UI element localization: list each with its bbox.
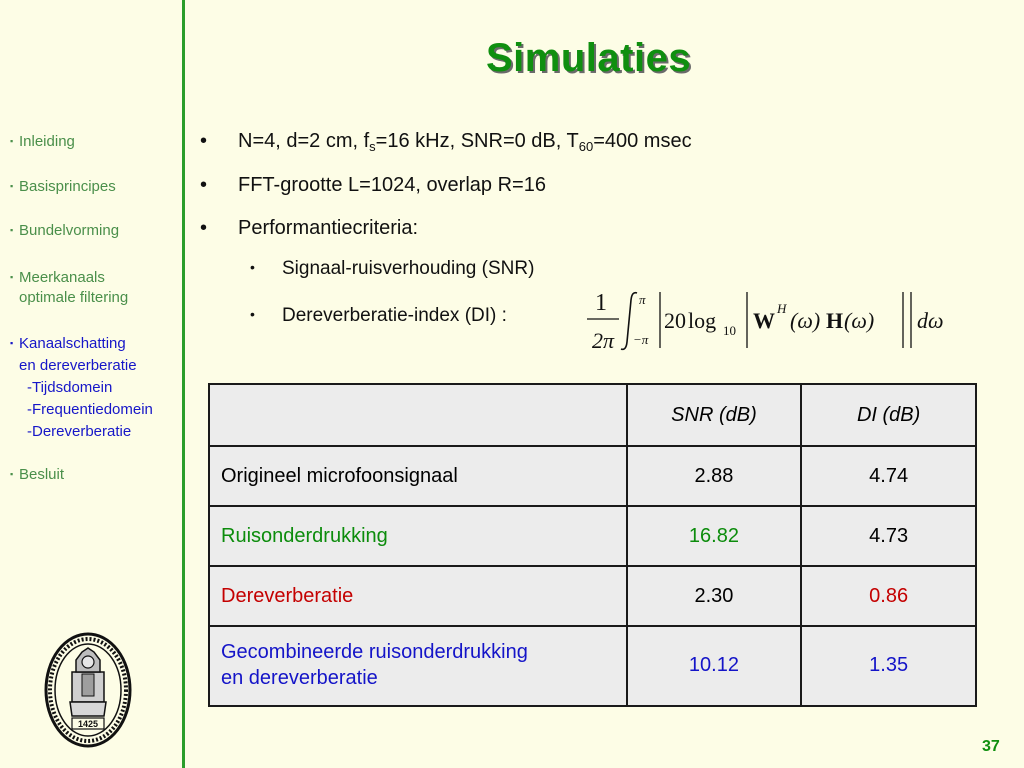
formula-upper-limit: π (639, 292, 646, 307)
sidebar-item-label: Besluit (19, 466, 65, 483)
sidebar-item-label: Bundelvorming (19, 222, 120, 239)
formula-log: log (688, 308, 717, 333)
bullet-icon: ▪ (10, 225, 14, 235)
table-header-empty (209, 384, 627, 446)
table-header-row (209, 384, 976, 446)
bullet-criteria: • Performantiecriteria: (200, 217, 419, 239)
bullet-icon: ▪ (10, 272, 14, 282)
cell-snr: 2.30 (627, 566, 802, 626)
table-row (209, 446, 976, 506)
results-table (208, 383, 977, 707)
row-label-gecombineerde: Gecombineerde ruisonderdrukking en dereverberatie (209, 626, 627, 706)
di-formula (582, 286, 957, 356)
bullet-icon: ▪ (10, 469, 14, 479)
row-label-dereverberatie: Dereverberatie (209, 566, 627, 626)
sidebar-item-kanaalschatting[interactable] (10, 332, 153, 443)
sidebar-item-label: Meerkanaals (19, 269, 105, 286)
bullet-icon: ▪ (10, 338, 14, 348)
sidebar-item-label: Inleiding (19, 133, 75, 150)
cell-di: 1.35 (801, 626, 976, 706)
row-label-origineel: Origineel microfoonsignaal (209, 446, 627, 506)
sidebar-item-label-line2: en dereverberatie (19, 357, 137, 374)
bullet-icon: ▪ (10, 136, 14, 146)
formula-denominator: 2π (591, 328, 615, 353)
cell-snr: 2.88 (627, 446, 802, 506)
bullet-icon: • (200, 217, 208, 239)
page-number: 37 (982, 738, 1000, 755)
sub-bullet-snr: • Signaal-ruisverhouding (SNR) (250, 258, 535, 279)
cell-di: 0.86 (801, 566, 976, 626)
sidebar-subitem-dereverberatie[interactable]: -Dereverberatie (27, 423, 132, 440)
formula-domega: dω (917, 308, 944, 333)
bullet-icon: • (200, 130, 208, 152)
slide-title: Simulaties (486, 36, 692, 80)
bullet-icon: • (200, 174, 208, 196)
sidebar-item-label: Basisprincipes (19, 178, 116, 195)
bullet-fft: • FFT-grootte L=1024, overlap R=16 (200, 174, 546, 196)
sidebar-item-label-line2: optimale filtering (19, 289, 129, 306)
table-row (209, 626, 976, 706)
sidebar-item-label: Kanaalschatting (19, 335, 126, 352)
formula-omega-2: (ω) (844, 308, 875, 333)
bullet-parameters: • N=4, d=2 cm, $f_s=16$ kHz, SNR=0 dB, $T_{60}=400$ msec (200, 130, 692, 154)
formula-omega-1: (ω) (790, 308, 821, 333)
table-header-snr: SNR (dB) (627, 384, 802, 446)
sidebar-subitem-frequentiedomein[interactable]: -Frequentiedomein (27, 401, 153, 418)
table-row (209, 506, 976, 566)
sidebar-item-meerkanaals[interactable] (10, 267, 128, 308)
sub-bullet-di: • Dereverberatie-index (DI) : (250, 305, 507, 326)
formula-coefficient: 20 (664, 308, 686, 333)
sidebar-subitem-tijdsdomein[interactable]: -Tijdsdomein (27, 379, 113, 396)
sidebar-item-besluit[interactable] (10, 466, 64, 483)
formula-W-superscript: H (777, 301, 787, 316)
cell-snr: 16.82 (627, 506, 802, 566)
table-header-di: DI (dB) (801, 384, 976, 446)
bullet-icon: ▪ (10, 181, 14, 191)
sidebar-item-inleiding[interactable] (10, 133, 75, 150)
formula-lower-limit: −π (633, 332, 649, 347)
cell-di: 4.73 (801, 506, 976, 566)
formula-H: H (826, 308, 844, 333)
formula-W: W (753, 308, 775, 333)
formula-log-base: 10 (723, 323, 736, 338)
cell-di: 4.74 (801, 446, 976, 506)
university-seal-logo (42, 630, 134, 750)
formula-numerator: 1 (595, 290, 607, 316)
bullet-icon: • (250, 259, 255, 275)
cell-snr: 10.12 (627, 626, 802, 706)
bullet-icon: • (250, 306, 255, 322)
sidebar-item-basisprincipes[interactable] (10, 178, 116, 195)
table-row (209, 566, 976, 626)
row-label-ruisonderdrukking: Ruisonderdrukking (209, 506, 627, 566)
sidebar-item-bundelvorming[interactable] (10, 222, 119, 239)
seal-year: 1425 (77, 719, 99, 729)
sidebar-divider (182, 0, 185, 768)
